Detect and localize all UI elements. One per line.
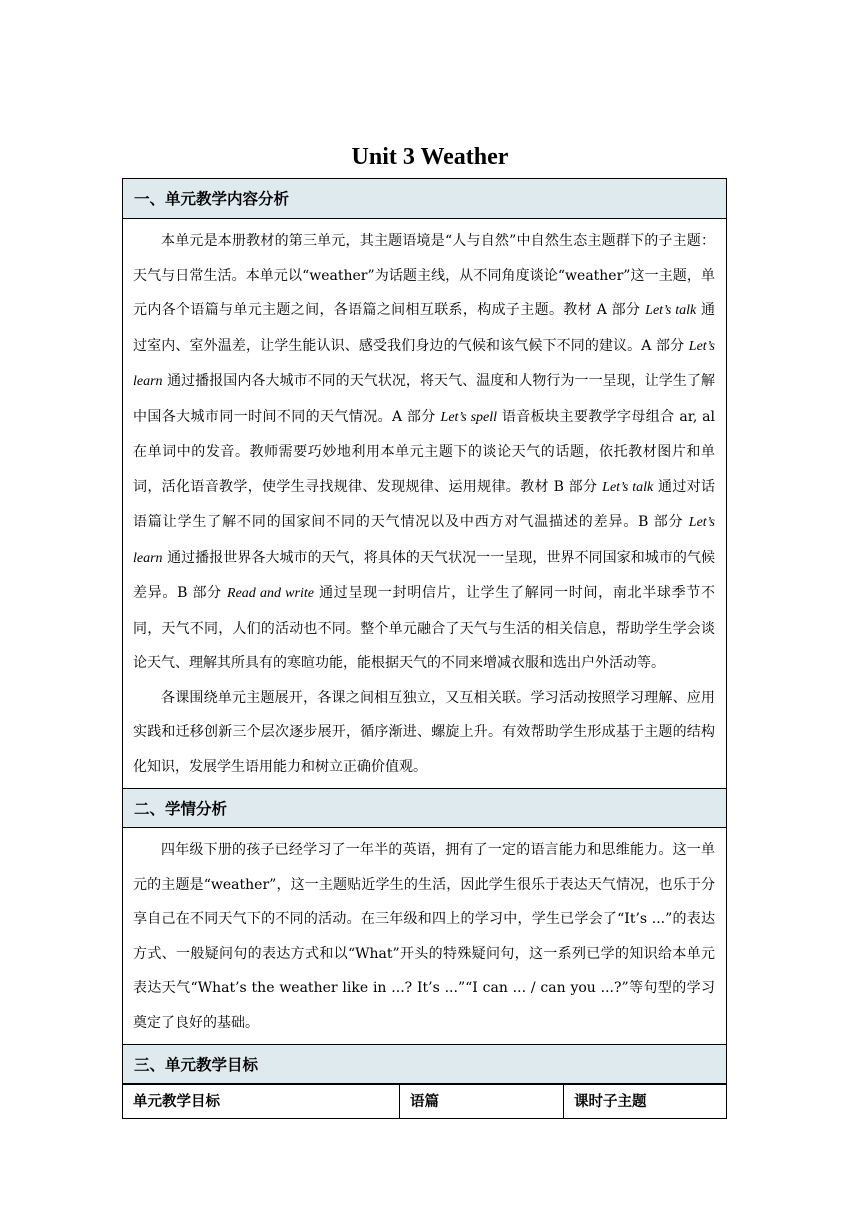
column-header-text: 语篇 [399,1085,563,1118]
section-heading-content-analysis: 一、单元教学内容分析 [123,179,726,219]
lesson-name-lets-talk-a: Let’s talk [645,303,697,318]
document-title: Unit 3 Weather [351,144,509,170]
content-analysis-paragraph-1: 本单元是本册教材的第三单元，其主题语境是“人与自然”中自然生态主题群下的子主题：天气与日常生活。本单元以“weather”为话题主线，从不同角度谈论“weather”这一主题，单元内各个语篇与单元主题之间，各语篇之间相互联系，构成子主题。教材 A 部分 Let’s talk 通过室内、室外温差，让学生能认识、感受我们身边的气候和该气候下不同的建议。A 部分 Let’s learn 通过播报国内各大城市不同的天气状况，将天气、温度和人物行为一一呈现，让学生了解中国各大城市同一时间不同的天气情况。A 部分 Let’s spell 语音板块主要教学字母组合 ar, al 在单词中的发音。教师需要巧妙地利用本单元主题下的谈论天气的话题，依托教材图片和单词，活化语音教学，使学生寻找规律、发现规律、运用规律。教材 B 部分 Let’s talk 通过对话语篇让学生了解不同的国家间不同的天气情况以及中西方对气温描述的差异。B 部分 Let’s learn 通过播报世界各大城市的天气，将具体的天气状况一一呈现，世界不同国家和城市的气候差异。B 部分 Read and write 通过呈现一封明信片，让学生了解同一时间，南北半球季节不同，天气不同，人们的活动也不同。整个单元融合了天气与生活的相关信息，帮助学生学会谈论天气、理解其所具有的寒暄功能，能根据天气的不同来增减衣服和选出户外活动等。 [133,233,715,671]
lesson-name-lets-talk-b: Let’s talk [602,479,654,495]
learner-analysis-cell [123,828,726,1044]
unit-plan-table [122,178,727,1119]
lesson-name-lets-learn-a: Let’s learn [133,338,715,389]
section-heading-unit-objectives: 三、单元教学目标 [123,1044,726,1084]
objectives-header-row [123,1084,726,1118]
column-header-lesson-subtopic: 课时子主题 [563,1085,726,1118]
lesson-name-lets-spell: Let’s spell [440,409,498,425]
column-header-unit-objectives: 单元教学目标 [133,1093,220,1110]
lesson-name-lets-learn-b: Let’s learn [133,515,715,566]
learner-analysis-paragraph: 四年级下册的孩子已经学习了一年半的英语，拥有了一定的语言能力和思维能力。这一单元的主题是“weather”，这一主题贴近学生的生活，因此学生很乐于表达天气情况，也乐于分享自己在不同天气下的不同的活动。在三年级和四上的学习中，学生已学会了“It’s ...”的表达方式、一般疑问句的表达方式和以“What”开头的特殊疑问句，这一系列已学的知识给本单元表达天气“What’s the weather like in ...? It’s ...”“I can ... / can you ...?”等句型的学习奠定了良好的基础。 [133,842,715,1031]
lesson-name-read-and-write: Read and write [227,586,314,601]
content-analysis-cell [123,219,726,788]
content-analysis-paragraph-2: 各课围绕单元主题展开，各课之间相互独立，又互相关联。学习活动按照学习理解、应用实践和迁移创新三个层次逐步展开，循序渐进、螺旋上升。有效帮助学生形成基于主题的结构化知识，发展学生语用能力和树立正确价值观。 [133,689,715,775]
section-heading-learner-analysis: 二、学情分析 [123,788,726,828]
